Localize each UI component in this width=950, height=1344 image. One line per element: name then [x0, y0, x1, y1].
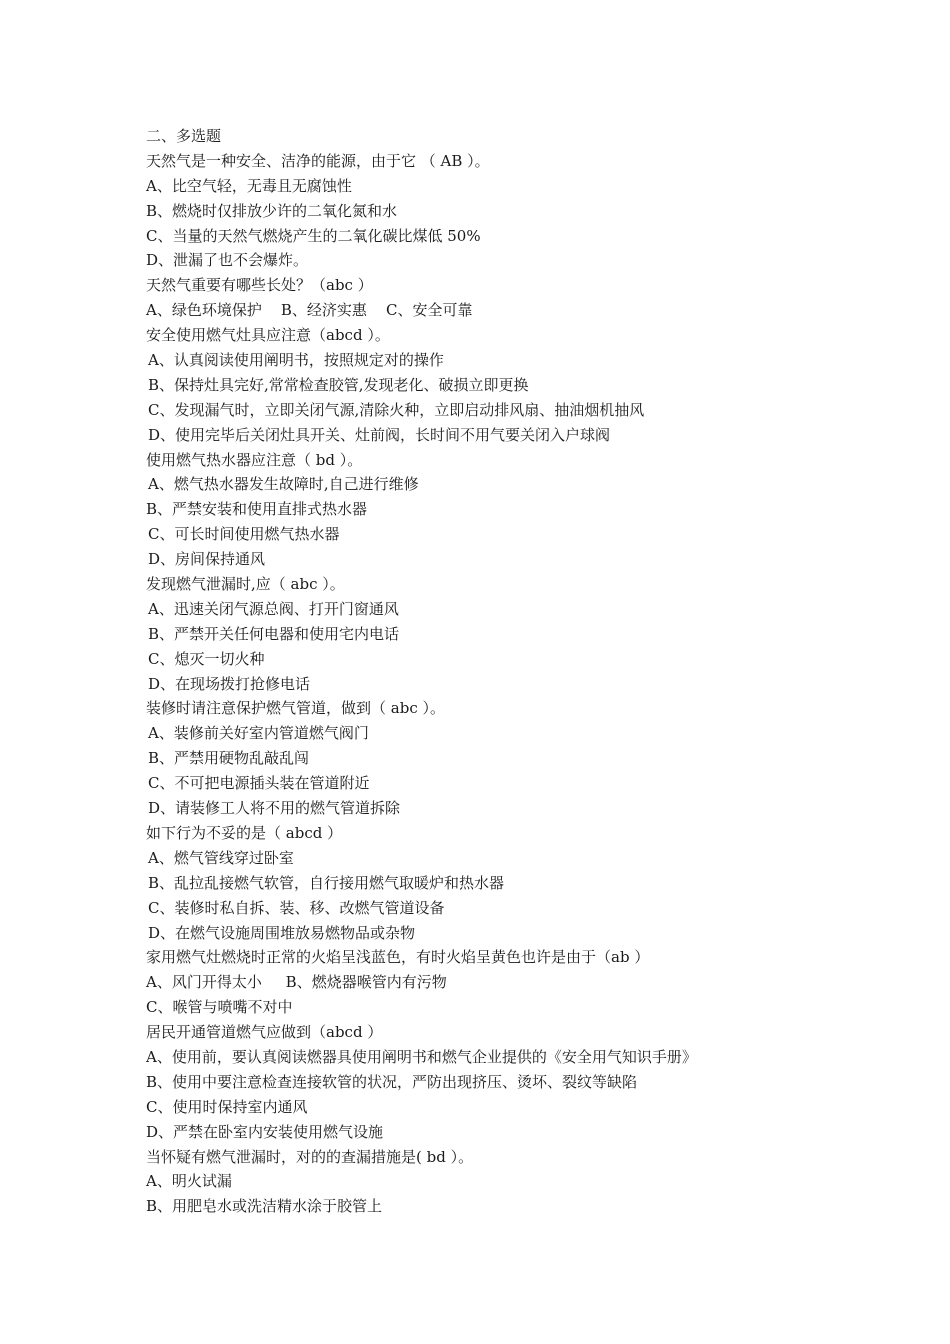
document-line: C、使用时保持室内通风	[146, 1097, 308, 1116]
document-line: A、风门开得太小 B、燃烧器喉管内有污物	[146, 973, 447, 992]
document-line: B、保持灶具完好,常常检查胶管,发现老化、破损立即更换	[148, 375, 529, 394]
document-line: B、严禁用硬物乱敲乱闯	[148, 749, 310, 768]
document-line: B、严禁安装和使用直排式热水器	[146, 500, 368, 519]
document-line: A、燃气管线穿过卧室	[148, 848, 294, 867]
document-line: 如下行为不妥的是（ abcd ）	[146, 823, 343, 842]
document-line: D、泄漏了也不会爆炸。	[146, 251, 309, 270]
document-line: 居民开通管道燃气应做到（abcd ）	[146, 1023, 383, 1042]
document-line: A、比空气轻，无毒且无腐蚀性	[146, 176, 352, 195]
document-line: C、当量的天然气燃烧产生的二氧化碳比煤低 50%	[146, 226, 481, 245]
document-line: A、绿色环境保护 B、经济实惠 C、安全可靠	[146, 301, 473, 320]
document-line: C、发现漏气时，立即关闭气源,清除火种，立即启动排风扇、抽油烟机抽风	[148, 400, 645, 419]
document-line: C、装修时私自拆、装、移、改燃气管道设备	[148, 898, 445, 917]
document-line: 使用燃气热水器应注意（ bd ）。	[146, 450, 363, 469]
document-line: A、明火试漏	[146, 1172, 232, 1191]
document-line: 天然气是一种安全、洁净的能源，由于它 （ AB ）。	[146, 151, 490, 170]
document-line: B、严禁开关任何电器和使用宅内电话	[148, 624, 400, 643]
document-line: 家用燃气灶燃烧时正常的火焰呈浅蓝色，有时火焰呈黄色也许是由于（ab ）	[146, 948, 650, 967]
document-line: 安全使用燃气灶具应注意（abcd ）。	[146, 326, 390, 345]
document-line: 当怀疑有燃气泄漏时，对的的查漏措施是( bd ）。	[146, 1147, 474, 1166]
document-line: C、喉管与喷嘴不对中	[146, 998, 293, 1017]
document-line: A、装修前关好室内管道燃气阀门	[148, 724, 369, 743]
document-line: C、熄灭一切火种	[148, 649, 265, 668]
section-heading: 二、多选题	[146, 127, 222, 145]
document-line: D、请装修工人将不用的燃气管道拆除	[148, 799, 401, 818]
document-line: C、不可把电源插头装在管道附近	[148, 774, 370, 793]
document-line: A、认真阅读使用阐明书，按照规定对的操作	[148, 351, 444, 370]
document-line: B、用肥皂水或洗洁精水涂于胶管上	[146, 1197, 383, 1216]
document-line: C、可长时间使用燃气热水器	[148, 525, 340, 544]
document-line: 天然气重要有哪些长处？（abc ）	[146, 276, 373, 295]
document-line: D、在燃气设施周围堆放易燃物品或杂物	[148, 923, 416, 942]
document-line: A、燃气热水器发生故障时,自己进行维修	[148, 475, 419, 494]
document-line: B、乱拉乱接燃气软管，自行接用燃气取暖炉和热水器	[148, 873, 505, 892]
document-line: D、房间保持通风	[148, 550, 266, 569]
document-line: A、迅速关闭气源总阀、打开门窗通风	[148, 599, 399, 618]
document-line: 发现燃气泄漏时,应（ abc ）。	[146, 575, 345, 594]
document-line: D、在现场拨打抢修电话	[148, 674, 311, 693]
document-line: B、使用中要注意检查连接软管的状况，严防出现挤压、烫坏、裂纹等缺陷	[146, 1072, 638, 1091]
document-line: A、使用前，要认真阅读燃器具使用阐明书和燃气企业提供的《安全用气知识手册》	[146, 1047, 697, 1066]
document-line: B、燃烧时仅排放少许的二氧化氮和水	[146, 201, 398, 220]
document-line: D、使用完毕后关闭灶具开关、灶前阀，长时间不用气要关闭入户球阀	[148, 425, 611, 444]
document-line: 装修时请注意保护燃气管道，做到（ abc ）。	[146, 699, 445, 718]
document-line: D、严禁在卧室内安装使用燃气设施	[146, 1122, 384, 1141]
document-body	[146, 124, 846, 1219]
